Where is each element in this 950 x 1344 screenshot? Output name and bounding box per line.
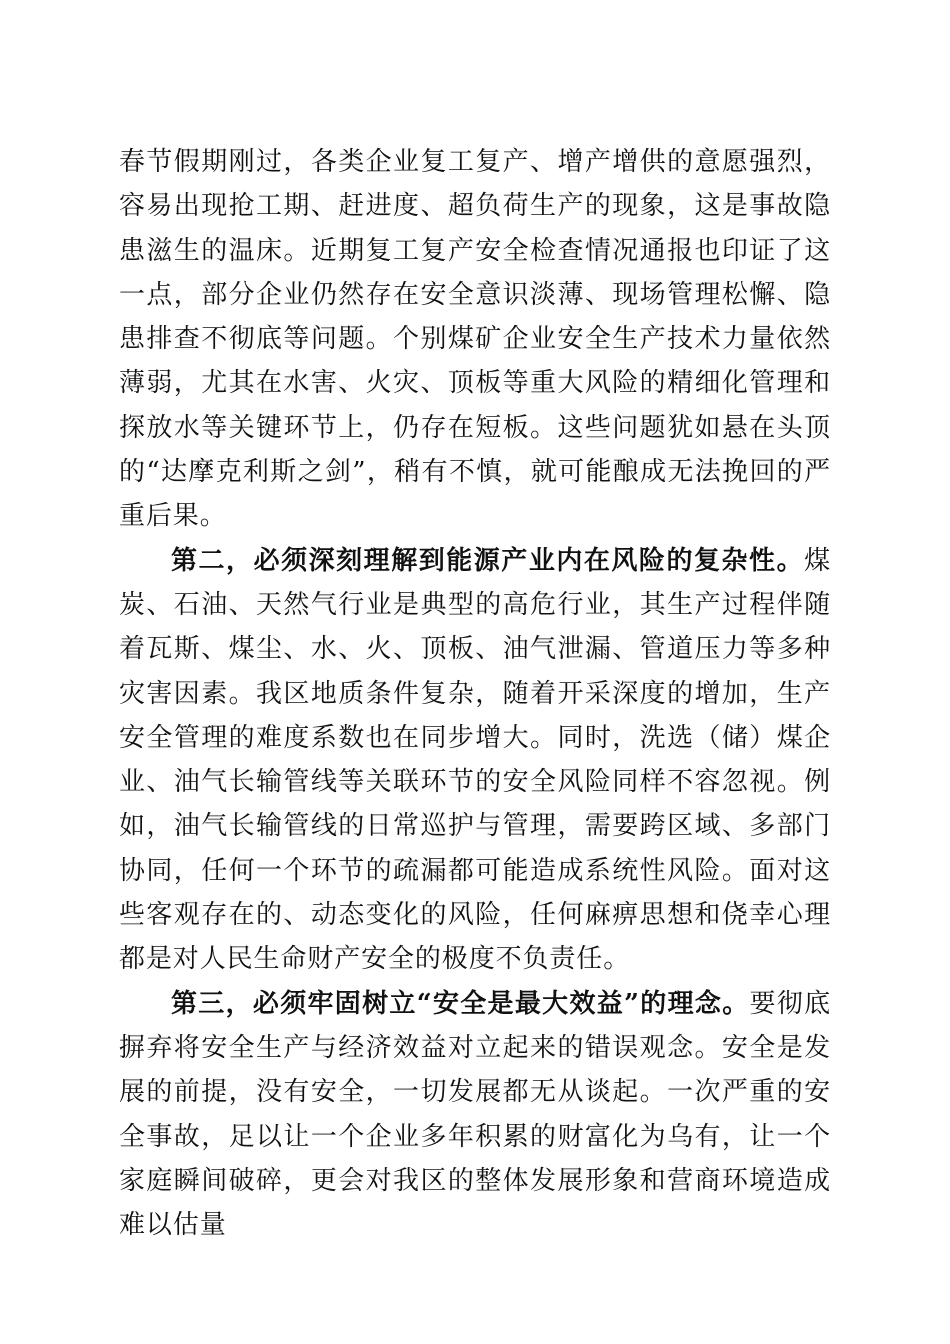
- paragraph-1: [119, 140, 831, 539]
- paragraph-2-heading: 第二，必须深刻理解到能源产业内在风险的复杂性。: [171, 545, 805, 576]
- paragraph-1-text: 春节假期刚过，各类企业复工复产、增产增供的意愿强烈，容易出现抢工期、赶进度、超负荷生产的现象，这是事故隐患滋生的温床。近期复工复产安全检查情况通报也印证了这一点，部分企业仍然存在安全意识淡薄、现场管理松懈、隐患排查不彻底等问题。个别煤矿企业安全生产技术力量依然薄弱，尤其在水害、火灾、顶板等重大风险的精细化管理和探放水等关键环节上，仍存在短板。这些问题犹如悬在头顶的“达摩克利斯之剑”，稍有不慎，就可能酿成无法挽回的严重后果。: [119, 147, 831, 532]
- paragraph-3: [119, 982, 831, 1248]
- document-page: [119, 140, 831, 1247]
- paragraph-2-text: 煤炭、石油、天然气行业是典型的高危行业，其生产过程伴随着瓦斯、煤尘、水、火、顶板、油气泄漏、管道压力等多种灾害因素。我区地质条件复杂，随着开采深度的增加，生产安全管理的难度系数也在同步增大。同时，洗选（储）煤企业、油气长输管线等关联环节的安全风险同样不容忽视。例如，油气长输管线的日常巡护与管理，需要跨区域、多部门协同，任何一个环节的疏漏都可能造成系统性风险。面对这些客观存在的、动态变化的风险，任何麻痹思想和侥幸心理都是对人民生命财产安全的极度不负责任。: [119, 545, 831, 975]
- paragraph-3-text: 要彻底摒弃将安全生产与经济效益对立起来的错误观念。安全是发展的前提，没有安全，一切发展都无从谈起。一次严重的安全事故，足以让一个企业多年积累的财富化为乌有，让一个家庭瞬间破碎，更会对我区的整体发展形象和营商环境造成难以估量: [119, 988, 831, 1241]
- paragraph-3-heading: 第三，必须牢固树立“安全是最大效益”的理念。: [171, 988, 750, 1019]
- paragraph-2: [119, 539, 831, 982]
